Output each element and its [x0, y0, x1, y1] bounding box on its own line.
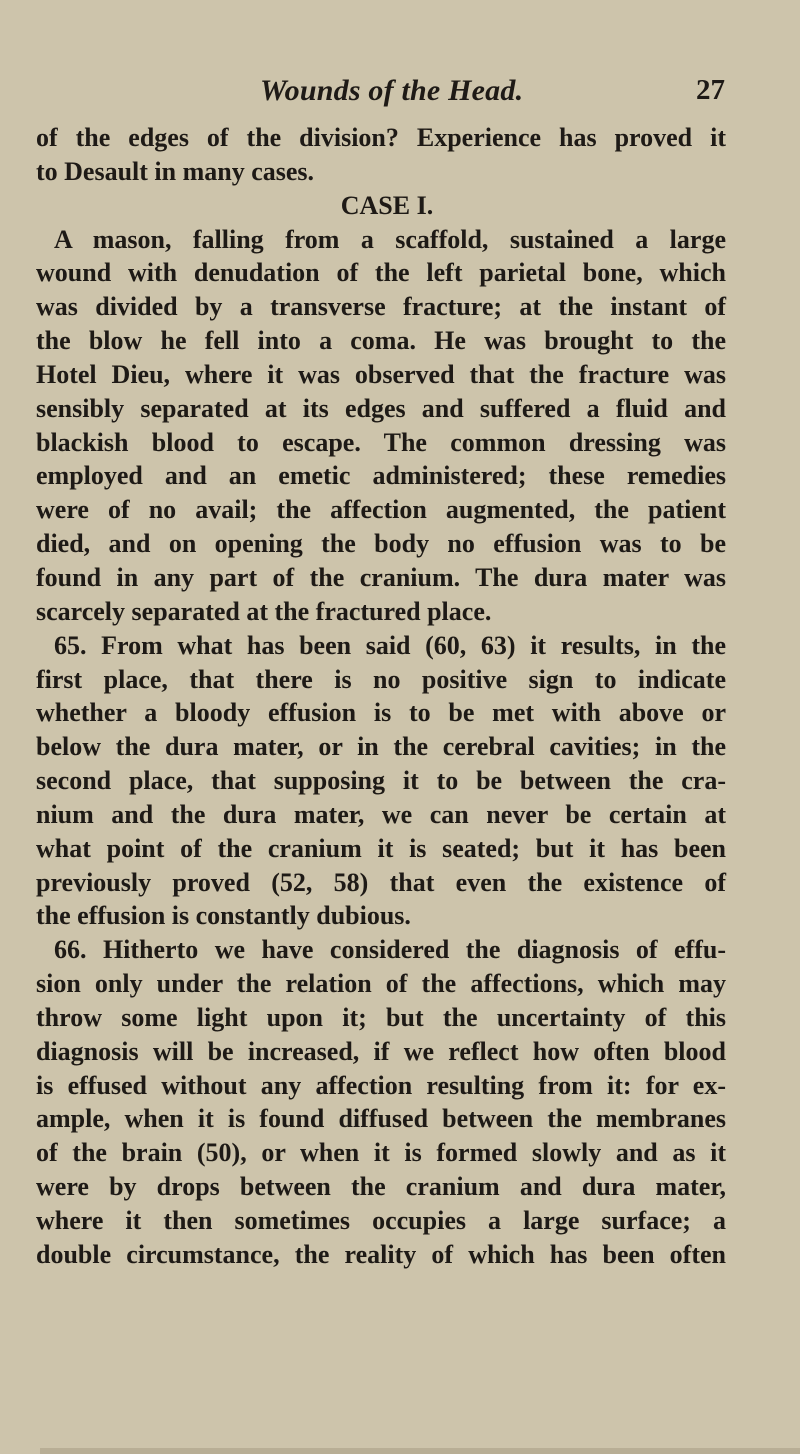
page-header [40, 74, 725, 114]
text-line: the effusion is constantly dubious. [36, 901, 411, 931]
text-line: were by drops between the cranium and dura mater, [36, 1172, 726, 1202]
text-line: where it then sometimes occupies a large surface; a [36, 1206, 726, 1235]
text-line: is effused without any affection resulting from it: for ex- [36, 1070, 726, 1100]
text-line: nium and the dura mater, we can never be certain at [36, 799, 726, 829]
text-line: second place, that supposing it to be between the cra- [36, 766, 726, 796]
text-line: wound with denudation of the left parietal bone, which [36, 258, 726, 288]
text-line: scarcely separated at the fractured place. [36, 596, 492, 626]
text-line: was divided by a transverse fracture; at the instant of [36, 292, 726, 322]
case-heading: CASE I. [340, 190, 434, 220]
page-bottom-edge [40, 1448, 800, 1454]
text-line: of the brain (50), or when it is formed slowly and as it [36, 1138, 726, 1168]
text-line: found in any part of the cranium. The dura mater was [36, 562, 726, 592]
text-line: what point of the cranium it is seated; but it has been [36, 833, 726, 863]
text-line: whether a bloody effusion is to be met with above or [36, 698, 726, 728]
text-line: died, and on opening the body no effusion was to be [36, 529, 726, 559]
running-title: Wounds of the Head. [260, 74, 524, 107]
text-line: of the edges of the division? Experience has proved it [36, 123, 726, 152]
text-line: ample, when it is found diffused between the membranes [36, 1104, 726, 1134]
text-line: throw some light upon it; but the uncertainty of this [36, 1002, 726, 1032]
text-line: first place, that there is no positive sign to indicate [36, 664, 726, 694]
text-line: previously proved (52, 58) that even the existence of [36, 867, 726, 897]
page-number: 27 [696, 74, 725, 106]
text-line: blackish blood to escape. The common dressing was [36, 427, 726, 457]
paragraph-first-line: 65. From what has been said (60, 63) it results, in the [54, 630, 726, 660]
text-line: below the dura mater, or in the cerebral cavities; in the [36, 732, 726, 762]
text-line: Hotel Dieu, where it was observed that the fracture was [36, 359, 726, 389]
text-line: were of no avail; the affection augmented, the patient [36, 495, 726, 525]
text-line: sion only under the relation of the affections, which may [36, 969, 726, 999]
text-line: double circumstance, the reality of which has been often [36, 1239, 726, 1269]
text-line: diagnosis will be increased, if we reflect how often blood [36, 1036, 726, 1066]
paragraph-first-line: A mason, falling from a scaffold, sustained a large [54, 224, 726, 254]
text-line: sensibly separated at its edges and suffered a fluid and [36, 393, 726, 423]
text-line: the blow he fell into a coma. He was brought to the [36, 326, 726, 356]
body-text [36, 121, 726, 1272]
paragraph-first-line: 66. Hitherto we have considered the diagnosis of effu- [54, 935, 726, 965]
text-line: to Desault in many cases. [36, 156, 315, 186]
text-line: employed and an emetic administered; these remedies [36, 461, 726, 491]
